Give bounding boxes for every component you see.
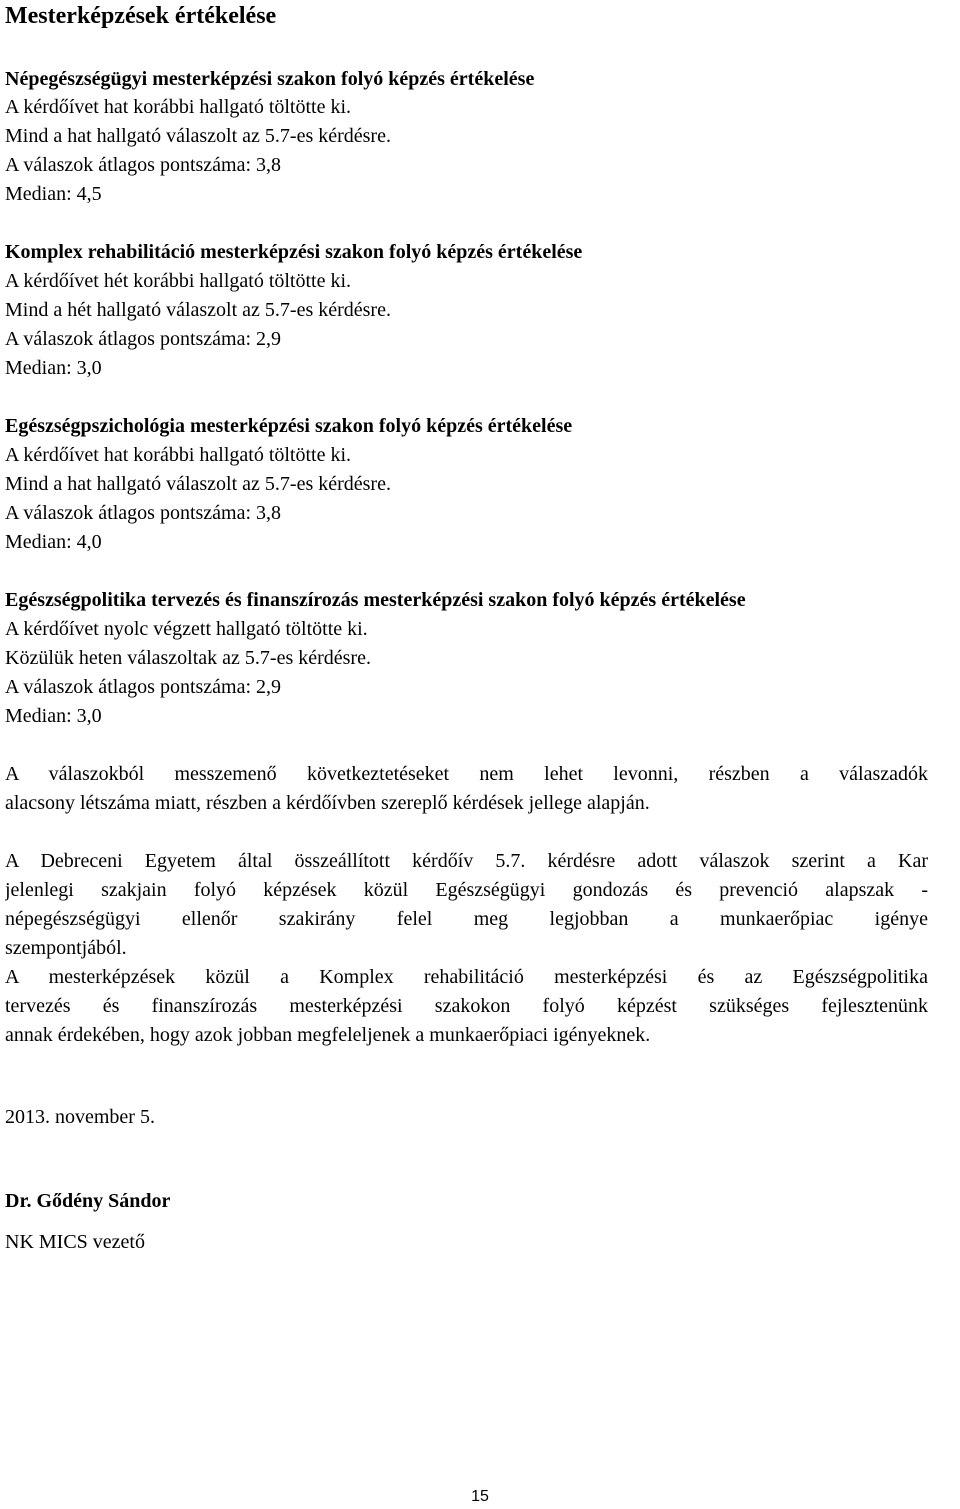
- paragraph-line: A válaszokból messzemenő következtetéseket nem lehet levonni, részben a válaszadók: [5, 763, 928, 785]
- paragraph-line: alacsony létszáma miatt, részben a kérdőívben szereplő kérdések jellege alapján.: [5, 792, 650, 814]
- paragraph-line: A Debreceni Egyetem által összeállított kérdőív 5.7. kérdésre adott válaszok szerint a Kar: [5, 850, 928, 872]
- signatory-name: Dr. Gődény Sándor: [5, 1190, 171, 1212]
- paragraph-line: jelenlegi szakjain folyó képzések közül Egészségügyi gondozás és prevenció alapszak -: [5, 879, 928, 901]
- paragraph-line: népegészségügyi ellenőr szakirány felel meg legjobban a munkaerőpiac igénye: [5, 908, 928, 930]
- section-line: Mind a hat hallgató válaszolt az 5.7-es kérdésre.: [5, 473, 391, 495]
- document-date: 2013. november 5.: [5, 1106, 155, 1128]
- paragraph-line: A mesterképzések közül a Komplex rehabilitáció mesterképzési és az Egészségpolitika: [5, 966, 928, 988]
- section-line: Median: 3,0: [5, 705, 102, 727]
- section-heading: Komplex rehabilitáció mesterképzési szakon folyó képzés értékelése: [5, 241, 583, 263]
- section-heading: Egészségpolitika tervezés és finanszírozás mesterképzési szakon folyó képzés értékelése: [5, 589, 746, 611]
- section-line: Median: 4,0: [5, 531, 102, 553]
- paragraph-line: szempontjából.: [5, 937, 127, 959]
- section-line: Median: 4,5: [5, 183, 102, 205]
- section-line: A kérdőívet hat korábbi hallgató töltötte ki.: [5, 444, 352, 466]
- signatory-role: NK MICS vezető: [5, 1231, 145, 1253]
- section-line: Mind a hét hallgató válaszolt az 5.7-es kérdésre.: [5, 299, 391, 321]
- section-line: Median: 3,0: [5, 357, 102, 379]
- section-line: A válaszok átlagos pontszáma: 2,9: [5, 676, 282, 698]
- paragraph-line: tervezés és finanszírozás mesterképzési szakokon folyó képzést szükséges fejlesztenünk: [5, 995, 928, 1017]
- section-line: A kérdőívet hat korábbi hallgató töltötte ki.: [5, 96, 352, 118]
- section-line: A válaszok átlagos pontszáma: 3,8: [5, 502, 282, 524]
- section-line: A válaszok átlagos pontszáma: 2,9: [5, 328, 282, 350]
- section-line: Közülük heten válaszoltak az 5.7-es kérdésre.: [5, 647, 371, 669]
- section-line: A kérdőívet nyolc végzett hallgató töltötte ki.: [5, 618, 368, 640]
- section-line: A kérdőívet hét korábbi hallgató töltötte ki.: [5, 270, 352, 292]
- section-line: Mind a hat hallgató válaszolt az 5.7-es kérdésre.: [5, 125, 391, 147]
- section-heading: Egészségpszichológia mesterképzési szakon folyó képzés értékelése: [5, 415, 573, 437]
- paragraph-line: annak érdekében, hogy azok jobban megfeleljenek a munkaerőpiaci igényeknek.: [5, 1024, 651, 1046]
- section-line: A válaszok átlagos pontszáma: 3,8: [5, 154, 282, 176]
- page-number: 15: [471, 1488, 489, 1505]
- section-heading: Népegészségügyi mesterképzési szakon folyó képzés értékelése: [5, 68, 535, 90]
- page-title: Mesterképzések értékelése: [5, 3, 277, 29]
